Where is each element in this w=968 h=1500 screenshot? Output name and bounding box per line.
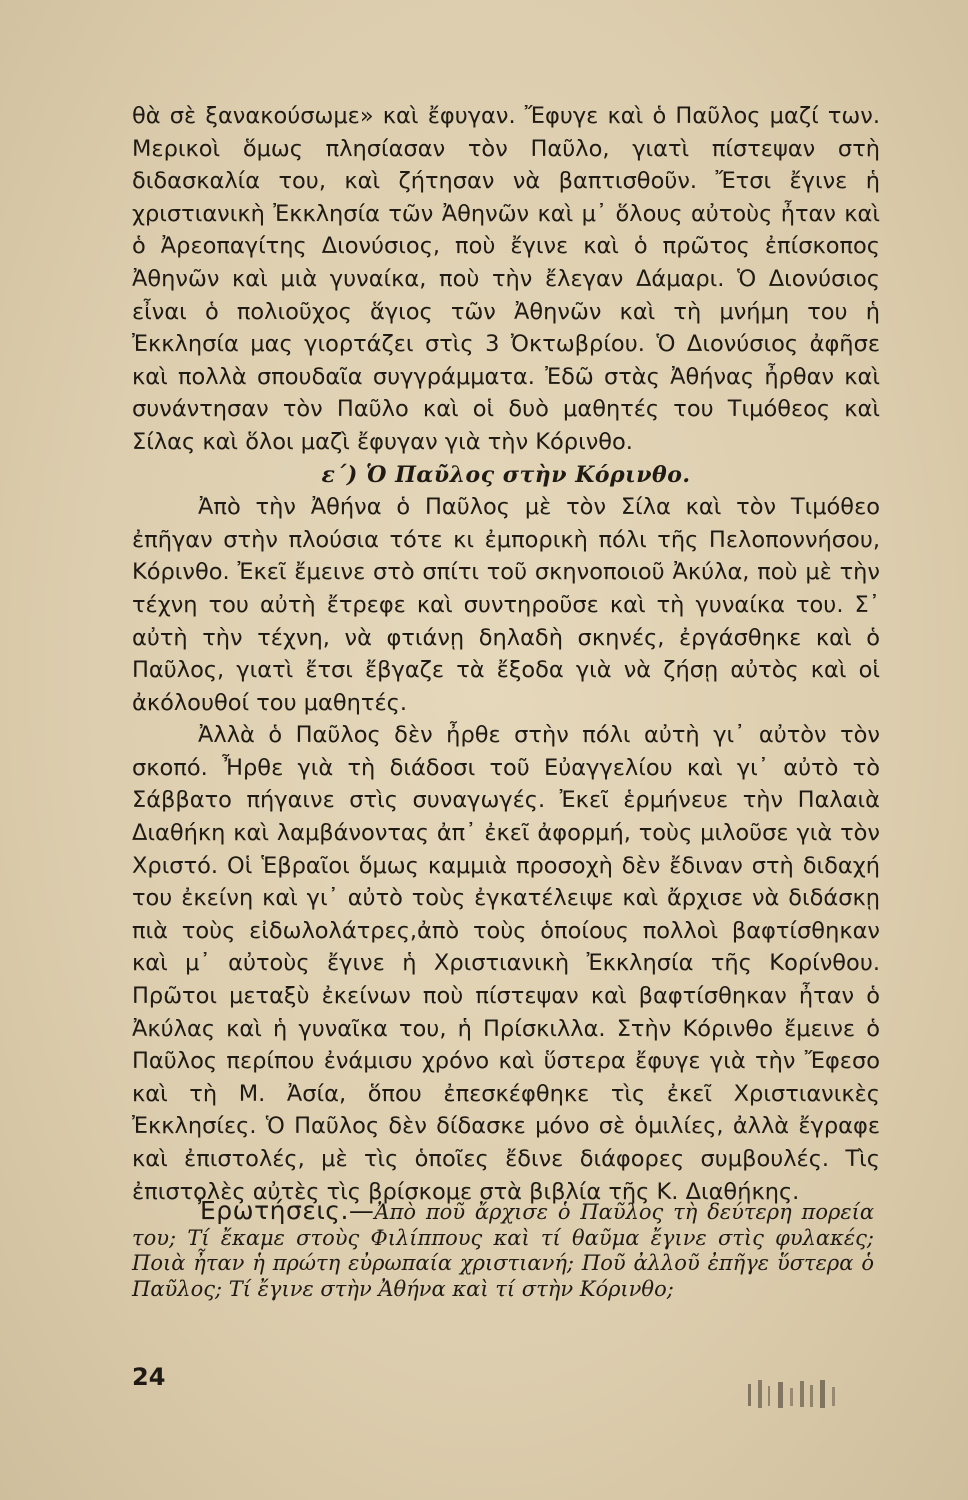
section-heading: ε΄) Ὁ Παῦλος στὴν Κόρινθο.: [321, 461, 691, 488]
printer-mark-icon: [744, 1376, 844, 1414]
questions-label: Ἐρωτήσεις.—: [198, 1196, 375, 1225]
questions-text: Ἀπὸ ποῦ ἄρχισε ὁ Παῦλος τὴ δεύτερη πορεία του; Τί ἔκαμε στοὺς Φιλίππους καὶ τί θαῦμα ἔγινε στὶς φυλακές; Ποιὰ ἦταν ἡ πρώτη εὐρωπαία χριστιανή; Ποῦ ἀλλοῦ ἐπῆγε ὕστερα ὁ Παῦλος; Τί ἔγινε στὴν Ἀθήνα καὶ τί στὴν Κόρινθο;: [132, 1200, 874, 1301]
paragraph-corinth-arrival: Ἀπὸ τὴν Ἀθήνα ὁ Παῦλος μὲ τὸν Σίλα καὶ τὸν Τιμόθεο ἐπῆγαν στὴν πλούσια τότε κι ἐμπορικὴ πόλι τῆς Πελοποννήσου, Κόρινθο. Ἐκεῖ ἔμεινε στὸ σπίτι τοῦ σκηνοποιοῦ Ἀκύλα, ποὺ μὲ τὴν τέχνη του αὐτὴ ἔτρεφε καὶ συντηροῦσε καὶ τὴ γυναίκα του. Σ᾿ αὐτὴ τὴν τέχνη, νὰ φτιάνῃ δηλαδὴ σκηνές, ἐργάσθηκε καὶ ὁ Παῦλος, γιατὶ ἔτσι ἔβγαζε τὰ ἔξοδα γιὰ νὰ ζήσῃ αὐτὸς καὶ οἱ ἀκόλουθοί του μαθητές.: [132, 494, 880, 716]
paragraph-corinth-mission: Ἀλλὰ ὁ Παῦλος δὲν ἦρθε στὴν πόλι αὐτὴ γι᾿ αὐτὸν τὸν σκοπό. Ἦρθε γιὰ τὴ διάδοσι τοῦ Εὐαγγελίου καὶ γι᾿ αὐτὸ τὸ Σάββατο πήγαινε στὶς συναγωγές. Ἐκεῖ ἑρμήνευε τὴν Παλαιὰ Διαθήκη καὶ λαμβάνοντας ἀπ᾿ ἐκεῖ ἀφορμή, τοὺς μιλοῦσε γιὰ τὸν Χριστό. Οἱ Ἑβραῖοι ὅμως καμμιὰ προσοχὴ δὲν ἔδιναν στὴ διδαχή του ἐκείνη καὶ γι᾿ αὐτὸ τοὺς ἐγκατέλειψε καὶ ἄρχισε νὰ διδάσκῃ πιὰ τοὺς εἰδωλολάτρες,ἀπὸ τοὺς ὁποίους πολλοὶ βαφτίσθηκαν καὶ μ᾿ αὐτοὺς ἔγινε ἡ Χριστιανικὴ Ἐκκλησία τῆς Κορίνθου. Πρῶτοι μεταξὺ ἐκείνων ποὺ πίστεψαν καὶ βαφτίσθηκαν ἦταν ὁ Ἀκύλας καὶ ἡ γυναῖκα του, ἡ Πρίσκιλλα. Στὴν Κόρινθο ἔμεινε ὁ Παῦλος περίπου ἐνάμισυ χρόνο καὶ ὕστερα ἔφυγε γιὰ τὴν Ἔφεσο καὶ τὴ Μ. Ἀσία, ὅπου ἐπεσκέφθηκε τὶς ἐκεῖ Χριστιανικὲς Ἐκκλησίες. Ὁ Παῦλος δὲν δίδασκε μόνο σὲ ὁμιλίες, ἀλλὰ ἔγραφε καὶ ἐπιστολές, μὲ τὶς ὁποῖες ἔδινε διάφορες συμβουλές. Τὶς ἐπιστολὲς αὐτὲς τὶς βρίσκομε στὰ βιβλία τῆς Κ. Διαθήκης.: [132, 722, 880, 1205]
page-number: 24: [132, 1363, 166, 1391]
paragraph-athens-conclusion: θὰ σὲ ξανακούσωμε» καὶ ἔφυγαν. Ἔφυγε καὶ ὁ Παῦλος μαζί των. Μερικοὶ ὅμως πλησίασαν τὸν Παῦλο, γιατὶ πίστεψαν στὴ διδασκαλία του, καὶ ζήτησαν νὰ βαπτισθοῦν. Ἔτσι ἔγινε ἡ χριστιανικὴ Ἐκκλησία τῶν Ἀθηνῶν καὶ μ᾿ ὅλους αὐτοὺς ἦταν καὶ ὁ Ἀρεοπαγίτης Διονύσιος, ποὺ ἔγινε καὶ ὁ πρῶτος ἐπίσκοπος Ἀθηνῶν καὶ μιὰ γυναίκα, ποὺ τὴν ἔλεγαν Δάμαρι. Ὁ Διονύσιος εἶναι ὁ πολιοῦχος ἅγιος τῶν Ἀθηνῶν καὶ τὴ μνήμη του ἡ Ἐκκλησία μας γιορτάζει στὶς 3 Ὀκτωβρίου. Ὁ Διονύσιος ἀφῆσε καὶ πολλὰ σπουδαῖα συγγράμματα. Ἐδῶ στὰς Ἀθήνας ἦρθαν καὶ συνάντησαν τὸν Παῦλο καὶ οἱ δυὸ μαθητές του Τιμόθεος καὶ Σίλας καὶ ὅλοι μαζὶ ἔφυγαν γιὰ τὴν Κόρινθο.: [132, 103, 880, 455]
review-questions: [132, 1198, 874, 1302]
main-text: [132, 100, 880, 1208]
